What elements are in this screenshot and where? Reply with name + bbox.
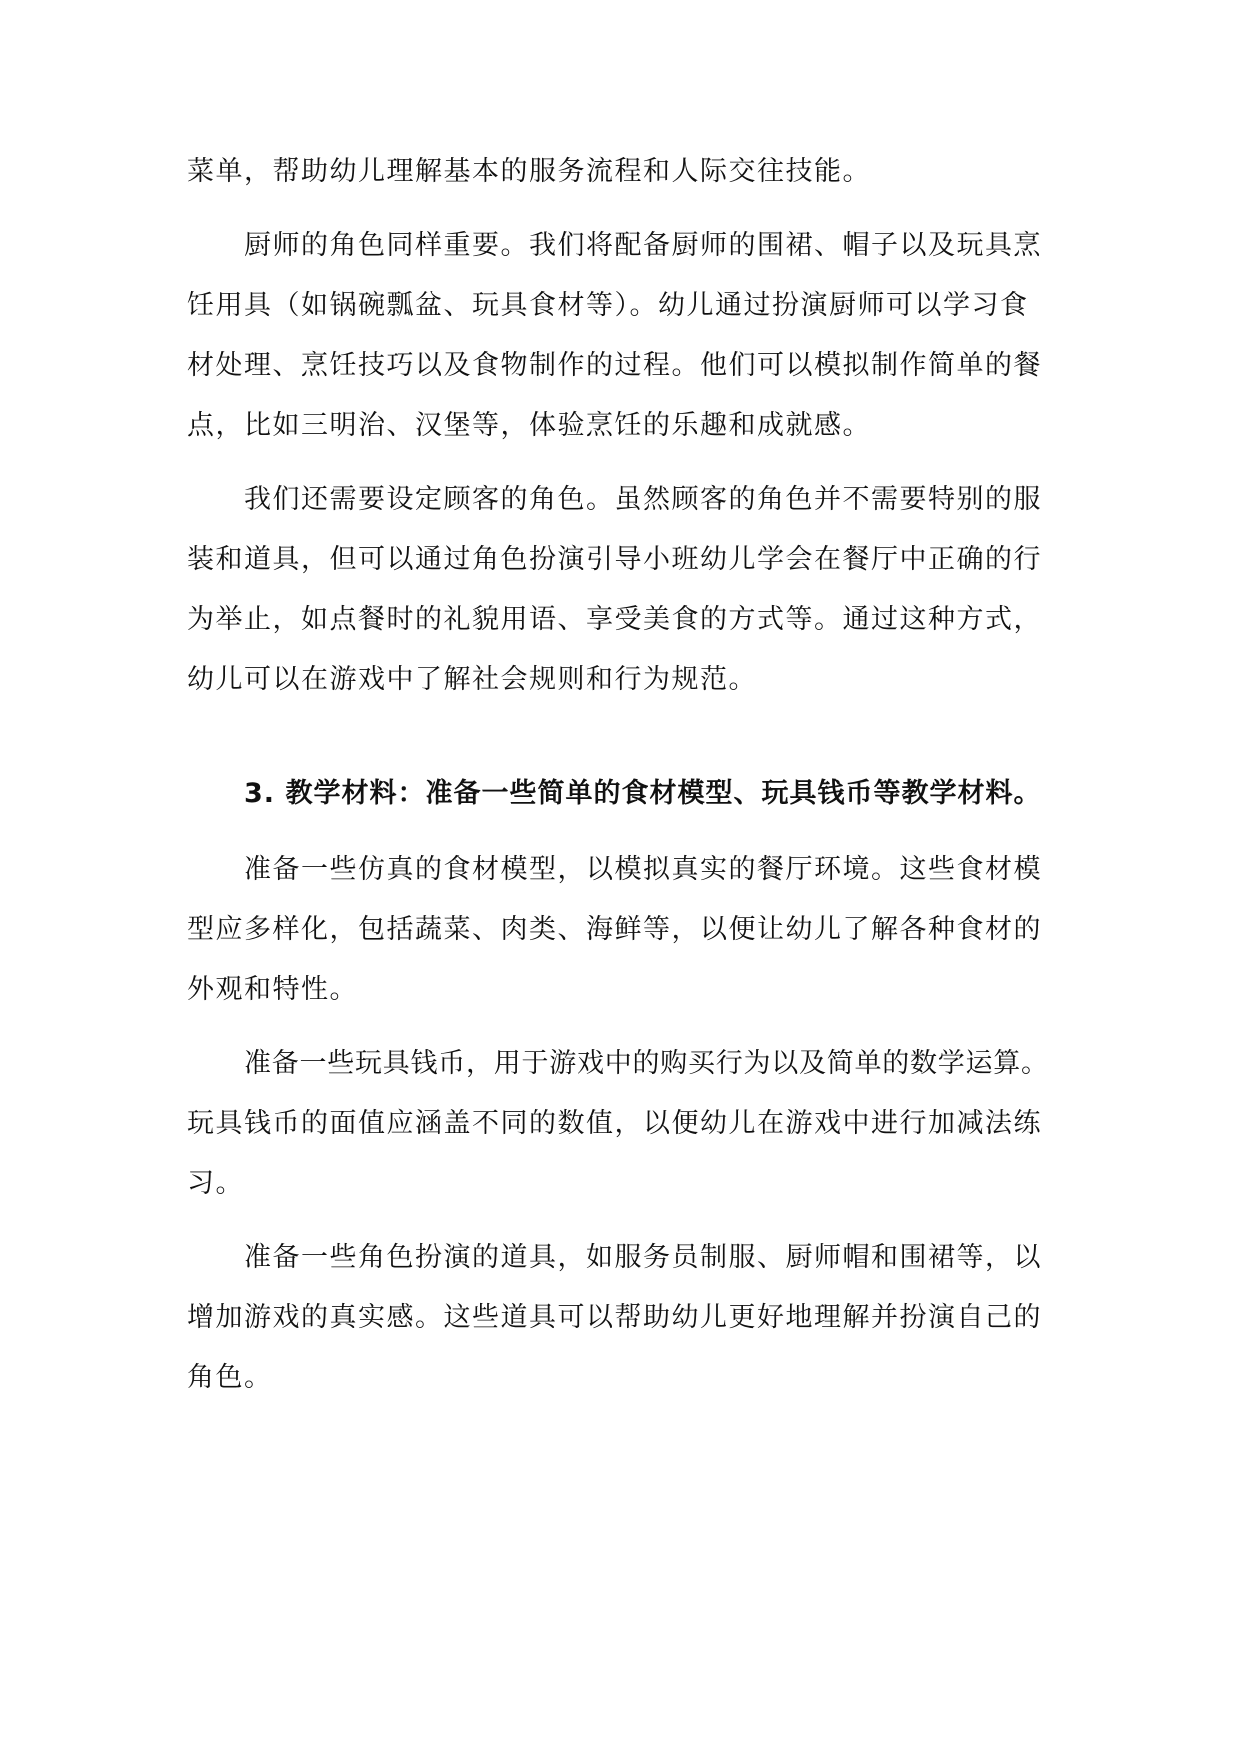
paragraph-line: 增加游戏的真实感。这些道具可以帮助幼儿更好地理解并扮演自己的 — [187, 1302, 1042, 1333]
paragraph-line: 习。 — [187, 1168, 244, 1199]
paragraph-line: 玩具钱币的面值应涵盖不同的数值，以便幼儿在游戏中进行加减法练 — [187, 1108, 1042, 1139]
paragraph-line: 点，比如三明治、汉堡等，体验烹饪的乐趣和成就感。 — [187, 410, 871, 441]
paragraph-line: 为举止，如点餐时的礼貌用语、享受美食的方式等。通过这种方式， — [187, 604, 1042, 635]
paragraph-line: 型应多样化，包括蔬菜、肉类、海鲜等，以便让幼儿了解各种食材的 — [187, 914, 1042, 945]
paragraph-line: 材处理、烹饪技巧以及食物制作的过程。他们可以模拟制作简单的餐 — [187, 350, 1042, 381]
paragraph-line: 幼儿可以在游戏中了解社会规则和行为规范。 — [187, 664, 757, 695]
paragraph-line: 外观和特性。 — [187, 974, 358, 1005]
paragraph-line: 准备一些玩具钱币，用于游戏中的购买行为以及简单的数学运算。 — [244, 1048, 1049, 1079]
paragraph-line: 我们还需要设定顾客的角色。虽然顾客的角色并不需要特别的服 — [244, 484, 1042, 515]
paragraph-line: 角色。 — [187, 1362, 273, 1393]
paragraph-line: 菜单，帮助幼儿理解基本的服务流程和人际交往技能。 — [187, 156, 871, 187]
paragraph-line: 准备一些角色扮演的道具，如服务员制服、厨师帽和围裙等，以 — [244, 1242, 1042, 1273]
paragraph-line: 准备一些仿真的食材模型，以模拟真实的餐厅环境。这些食材模 — [244, 854, 1042, 885]
section-heading: 3. 教学材料：准备一些简单的食材模型、玩具钱币等教学材料。 — [244, 778, 1042, 809]
paragraph-line: 饪用具（如锅碗瓢盆、玩具食材等）。幼儿通过扮演厨师可以学习食 — [187, 290, 1029, 321]
paragraph-line: 装和道具，但可以通过角色扮演引导小班幼儿学会在餐厅中正确的行 — [187, 544, 1042, 575]
paragraph-line: 厨师的角色同样重要。我们将配备厨师的围裙、帽子以及玩具烹 — [244, 230, 1042, 261]
